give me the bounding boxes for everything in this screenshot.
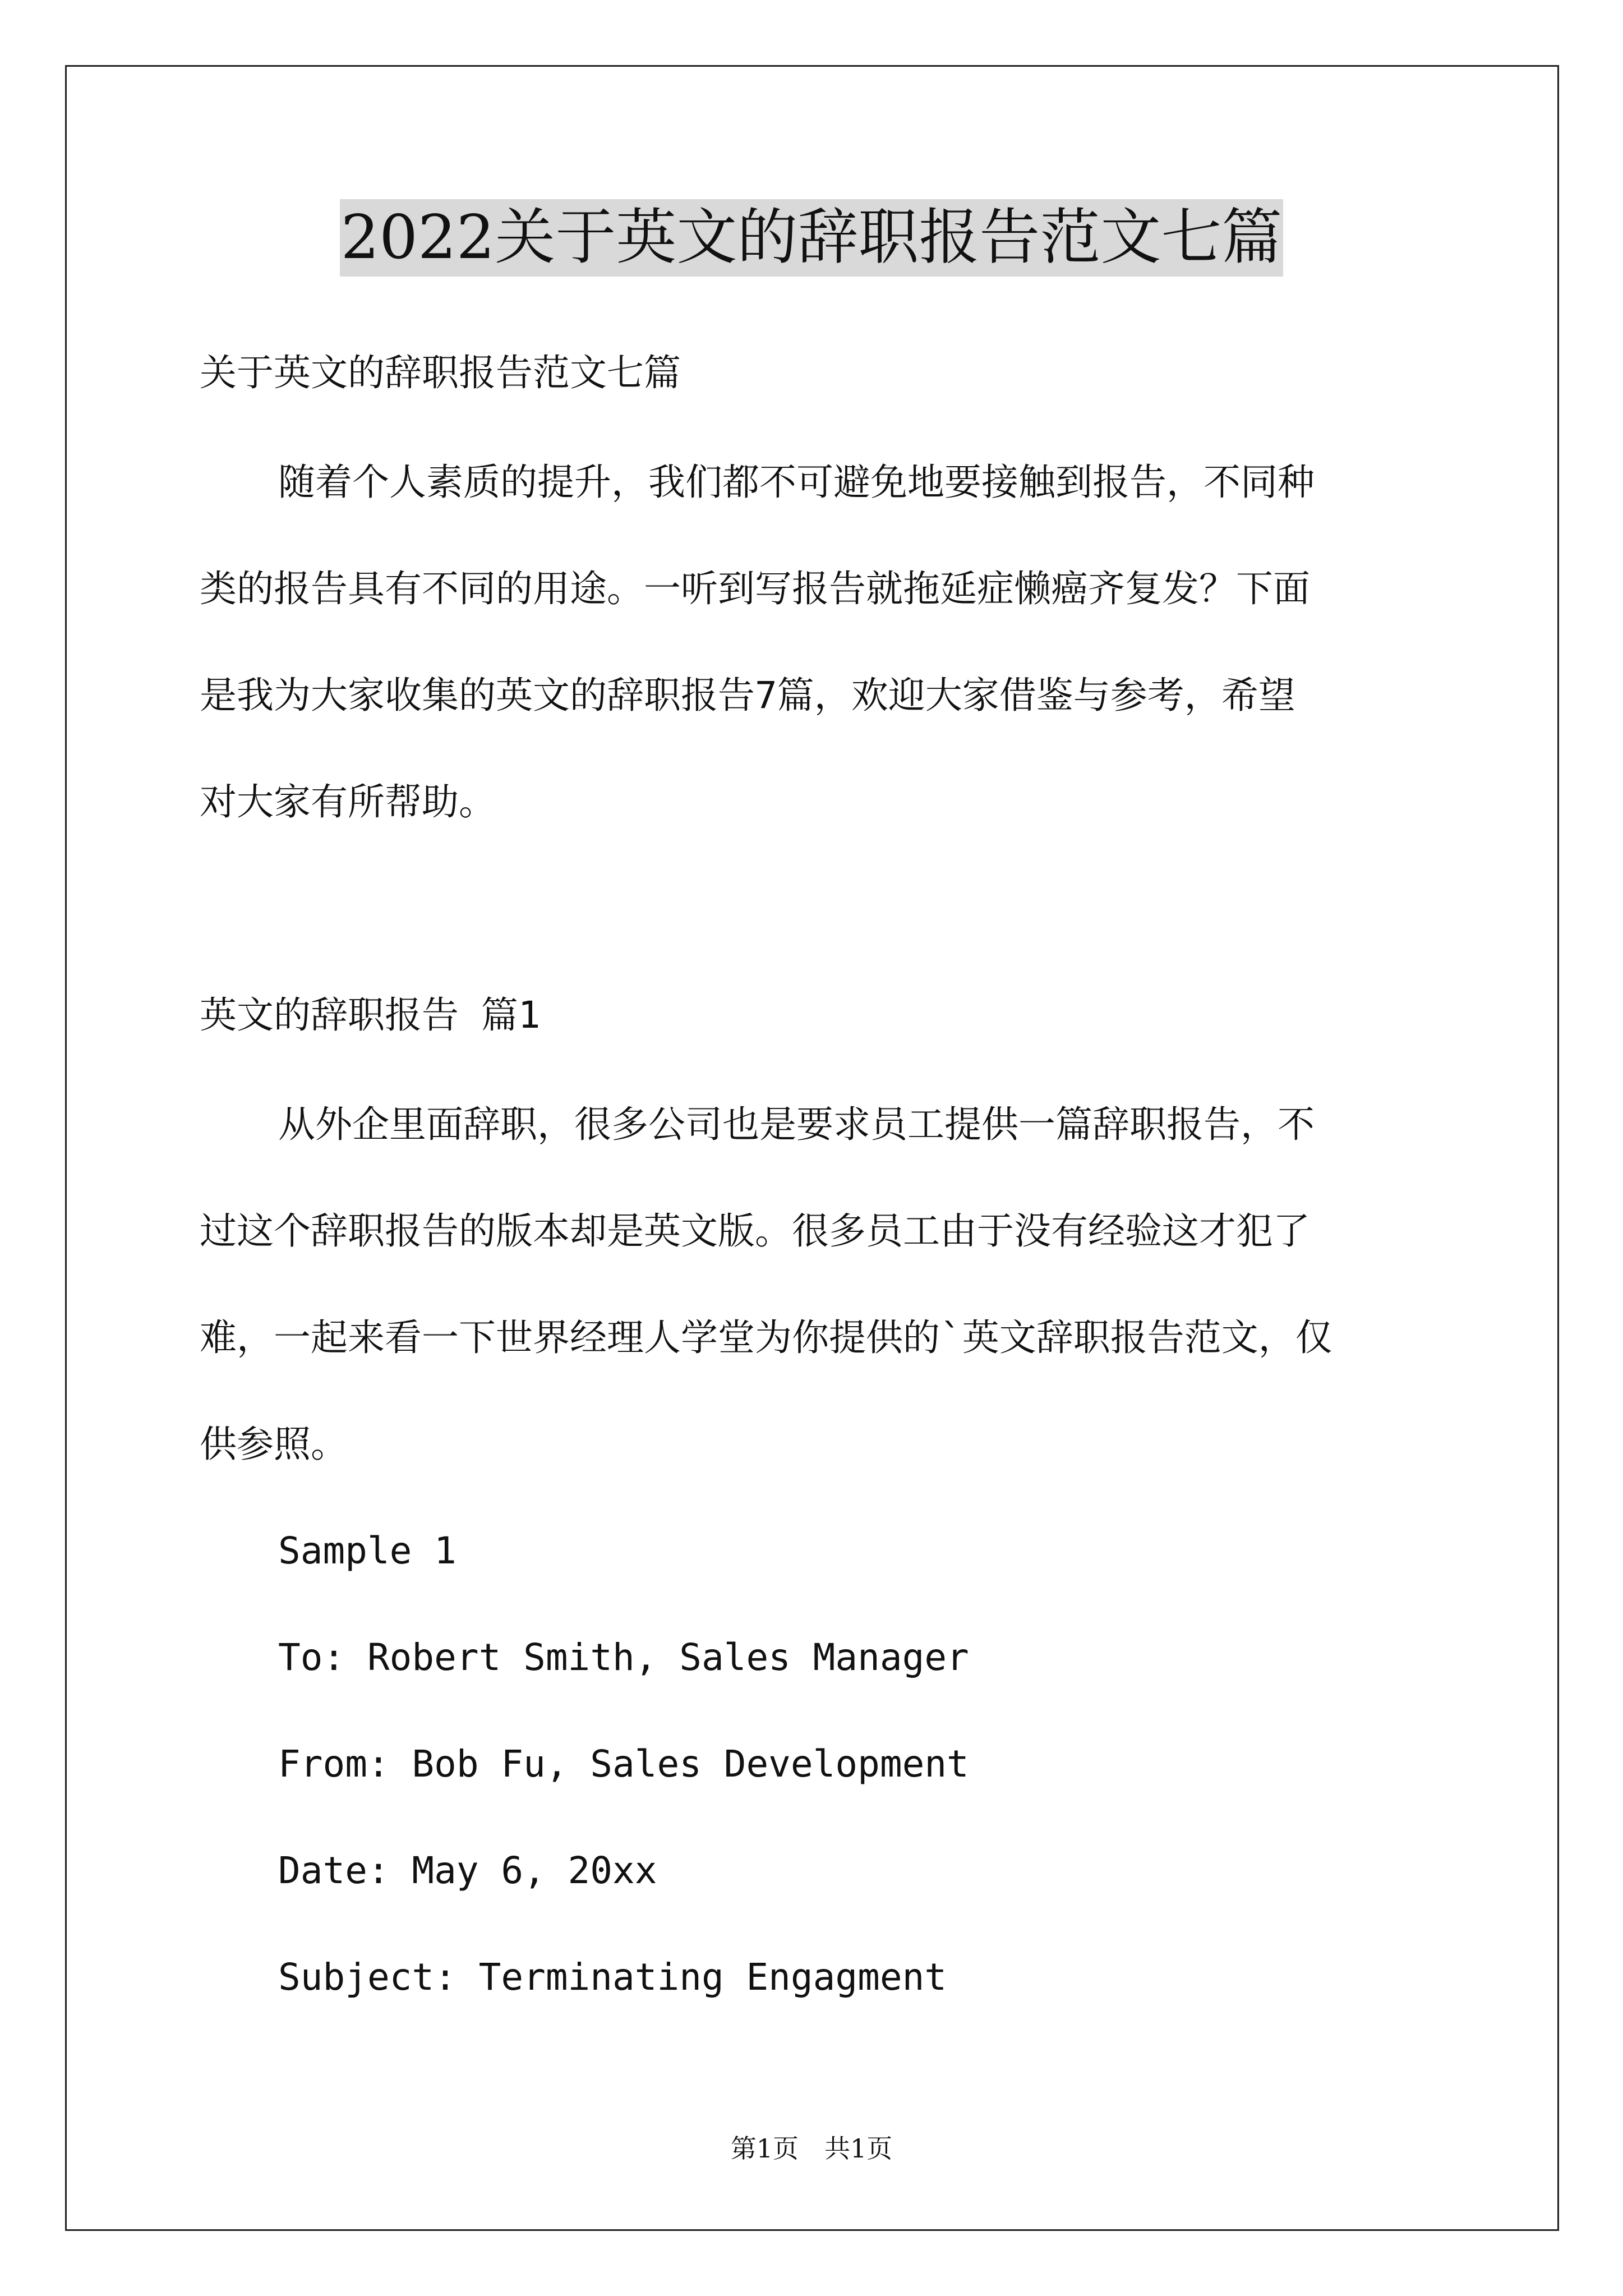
- letter-from-line: From: Bob Fu, Sales Development: [278, 1742, 969, 1786]
- page-footer: 第1页 共1页: [730, 2133, 893, 2164]
- section-paragraph-line-3: 难，一起来看一下世界经理人学堂为你提供的`英文辞职报告范文，仅: [200, 1316, 1332, 1359]
- section-paragraph-line-4: 供参照。: [200, 1423, 348, 1466]
- letter-to-line: To: Robert Smith, Sales Manager: [278, 1636, 969, 1679]
- document-subtitle: 关于英文的辞职报告范文七篇: [200, 351, 681, 394]
- intro-paragraph-line-1: 随着个人素质的提升，我们都不可避免地要接触到报告，不同种: [278, 461, 1315, 504]
- section-heading: 英文的辞职报告 篇1: [200, 993, 541, 1037]
- intro-paragraph-line-4: 对大家有所帮助。: [200, 780, 496, 823]
- letter-date-line: Date: May 6, 20xx: [278, 1849, 657, 1892]
- section-paragraph-line-1: 从外企里面辞职，很多公司也是要求员工提供一篇辞职报告，不: [278, 1103, 1315, 1146]
- title-container: [0, 199, 1623, 277]
- document-title: 2022关于英文的辞职报告范文七篇: [340, 199, 1284, 277]
- section-paragraph-line-2: 过这个辞职报告的版本却是英文版。很多员工由于没有经验这才犯了: [200, 1209, 1310, 1253]
- letter-sample-label: Sample 1: [278, 1529, 457, 1572]
- intro-paragraph-line-2: 类的报告具有不同的用途。一听到写报告就拖延症懒癌齐复发？下面: [200, 567, 1310, 610]
- letter-subject-line: Subject: Terminating Engagment: [278, 1955, 947, 1999]
- intro-paragraph-line-3: 是我为大家收集的英文的辞职报告7篇，欢迎大家借鉴与参考，希望: [200, 674, 1295, 717]
